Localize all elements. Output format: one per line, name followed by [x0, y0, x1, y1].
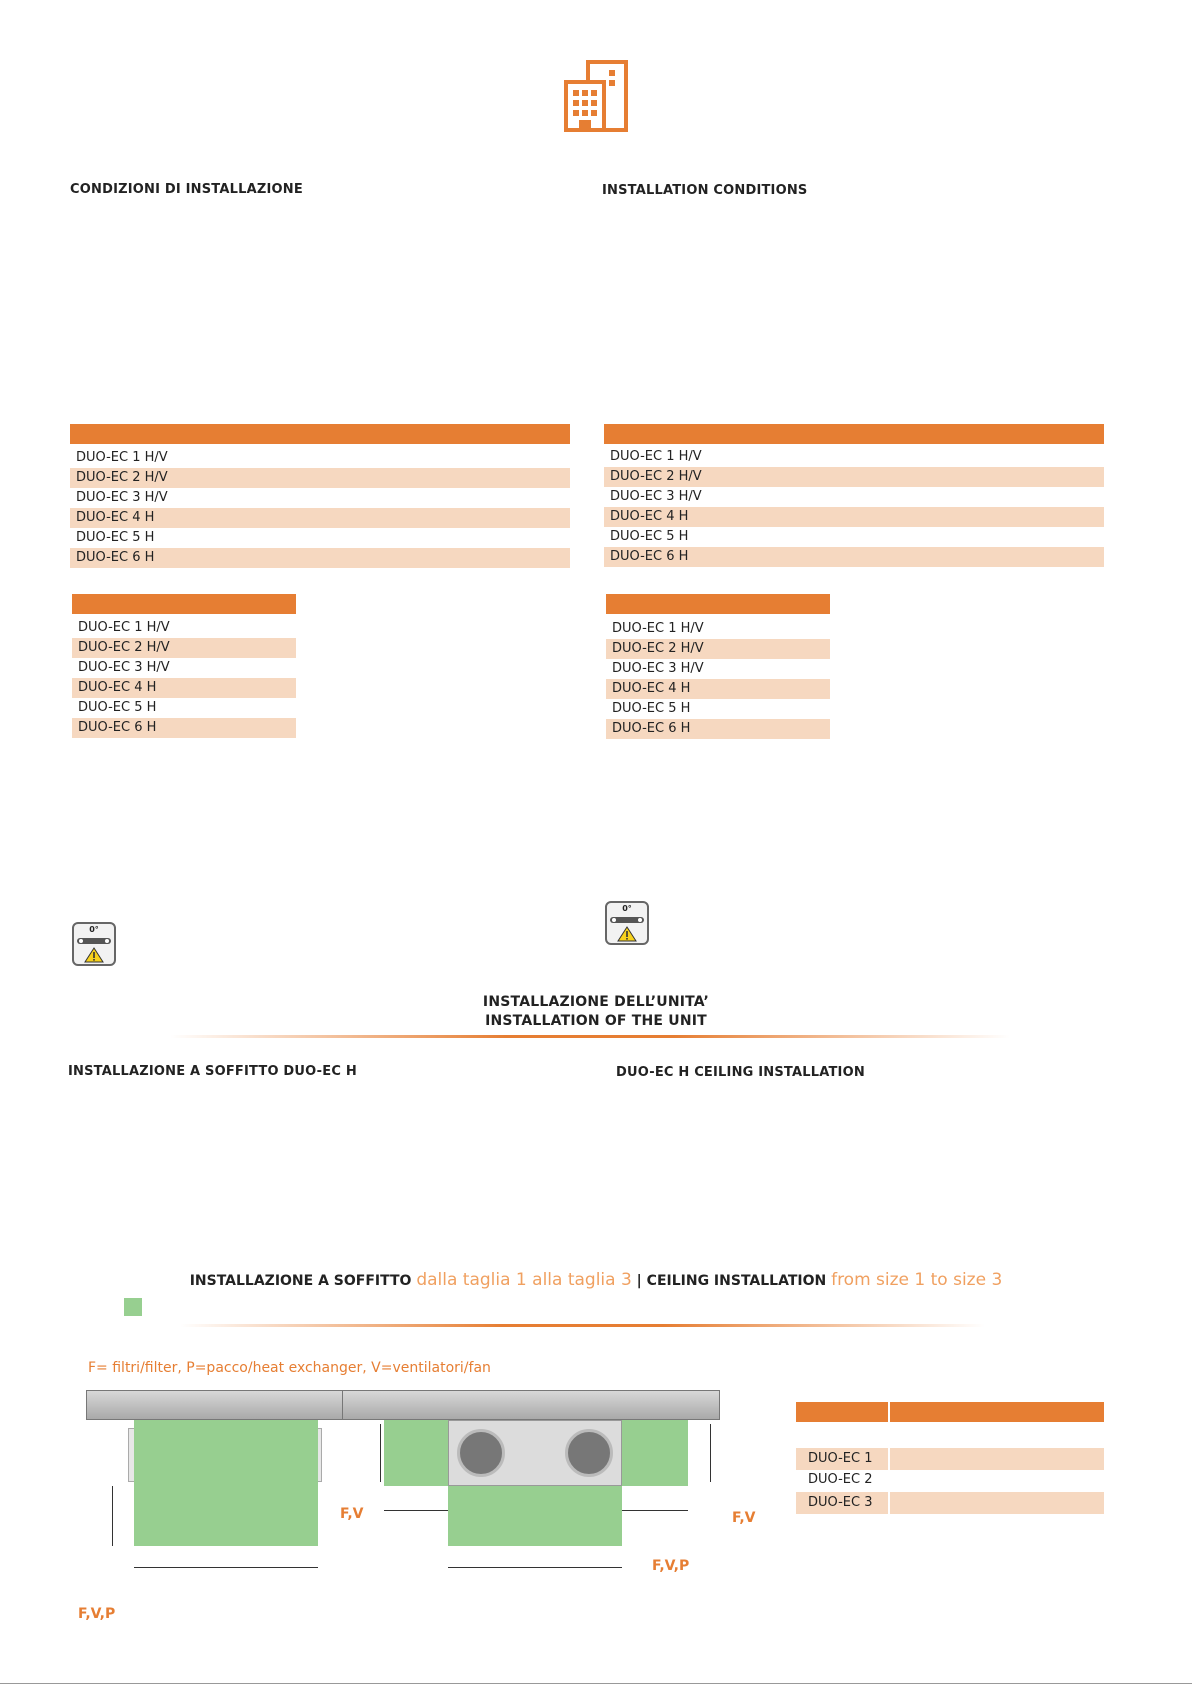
center-right-clearance [622, 1420, 688, 1486]
table-row: DUO-EC 2 H/V [604, 467, 1104, 487]
left-vertical-dim [112, 1486, 113, 1546]
table-row [796, 1426, 1104, 1448]
right-table1 [604, 447, 1104, 567]
table-row: DUO-EC 4 H [72, 678, 296, 698]
right-table2 [606, 619, 830, 739]
left-table1 [70, 448, 570, 568]
left-table2 [72, 618, 296, 738]
center-clearance-below [448, 1486, 622, 1546]
table-cell: DUO-EC 1 [796, 1448, 888, 1470]
ceiling-title-it: INSTALLAZIONE A SOFFITTO [189, 1273, 417, 1289]
left-clearance-zone [134, 1420, 318, 1486]
table-row: DUO-EC 6 H [606, 719, 830, 739]
label-fvp-left: F,V,P [78, 1606, 116, 1622]
table-row: DUO-EC 3 H/V [78, 660, 170, 675]
fan-icon [565, 1429, 613, 1477]
level-icon [74, 934, 114, 966]
ceiling-divider [180, 1324, 985, 1327]
label-fvp-mid: F,V,P [652, 1558, 690, 1574]
legend-text: F= filtri/filter, P=pacco/heat exchanger, V=ventilatori/fan [88, 1360, 491, 1376]
size-table [796, 1426, 1104, 1514]
table-row: DUO-EC 2 H/V [70, 468, 570, 488]
table-row: DUO-EC 1 H/V [612, 621, 704, 636]
ceiling-title [0, 1270, 1192, 1290]
center-right-dim [622, 1510, 688, 1511]
level-icon [607, 913, 647, 945]
table-row: DUO-EC 3 H/V [610, 489, 702, 504]
center-left-dim [384, 1510, 448, 1511]
left-table1-header [70, 424, 570, 444]
ceiling-right-heading: DUO-EC H CEILING INSTALLATION [616, 1065, 865, 1080]
left-table2-header [72, 594, 296, 614]
angle-label: 0° [89, 925, 99, 934]
size-table-header-col1 [796, 1402, 888, 1422]
level-warning-right [605, 901, 649, 945]
label-fv-right: F,V [732, 1510, 756, 1526]
left-heading: CONDIZIONI DI INSTALLAZIONE [70, 182, 303, 197]
ceiling-title-separator: | [631, 1273, 647, 1289]
label-fv-mid: F,V [340, 1506, 364, 1522]
left-clearance-below [134, 1486, 318, 1546]
section-title-it: INSTALLAZIONE DELL’UNITA’ [482, 994, 710, 1010]
center-left-clearance [384, 1420, 448, 1486]
ceiling-left-heading: INSTALLAZIONE A SOFFITTO DUO-EC H [68, 1064, 357, 1079]
right-table1-header [604, 424, 1104, 444]
table-row: DUO-EC 3 H/V [612, 661, 704, 676]
center-vertical-dim [380, 1424, 381, 1482]
table-row: DUO-EC 4 H [604, 507, 1104, 527]
table-row: DUO-EC 5 H [78, 700, 157, 715]
table-row: DUO-EC 2 H/V [72, 638, 296, 658]
green-legend-swatch [124, 1298, 142, 1316]
fan-icon [457, 1429, 505, 1477]
level-warning-left [72, 922, 116, 966]
page-bottom-rule [0, 1683, 1192, 1684]
ceiling-slab-joint [342, 1390, 343, 1420]
right-table2-header [606, 594, 830, 614]
table-row: DUO-EC 4 H [606, 679, 830, 699]
table-row: DUO-EC 2 [808, 1472, 873, 1487]
right-vertical-dim [710, 1424, 711, 1482]
table-cell: DUO-EC 3 [796, 1492, 888, 1514]
ceiling-title-it-range: dalla taglia 1 alla taglia 3 [416, 1270, 632, 1290]
table-row: DUO-EC 5 H [76, 530, 155, 545]
table-row: DUO-EC 4 H [70, 508, 570, 528]
table-row: DUO-EC 6 H [70, 548, 570, 568]
table-row: DUO-EC 1 H/V [78, 620, 170, 635]
table-row: DUO-EC 5 H [610, 529, 689, 544]
ceiling-title-en-range: from size 1 to size 3 [831, 1270, 1003, 1290]
table-row: DUO-EC 1 H/V [610, 449, 702, 464]
table-row: DUO-EC 5 H [612, 701, 691, 716]
table-cell [890, 1492, 1104, 1514]
right-heading: INSTALLATION CONDITIONS [602, 183, 808, 198]
ceiling-slab [86, 1390, 720, 1420]
table-row [796, 1492, 1104, 1514]
table-row: DUO-EC 2 H/V [606, 639, 830, 659]
section-divider [170, 1035, 1010, 1038]
angle-label: 0° [622, 904, 632, 913]
building-icon [562, 58, 630, 134]
center-unit-body [448, 1420, 622, 1486]
table-row: DUO-EC 6 H [604, 547, 1104, 567]
left-horizontal-dim [134, 1567, 318, 1568]
table-row: DUO-EC 3 H/V [76, 490, 168, 505]
ceiling-title-en: CEILING INSTALLATION [646, 1273, 832, 1289]
center-horizontal-dim [448, 1567, 622, 1568]
table-row: DUO-EC 1 H/V [76, 450, 168, 465]
size-table-header-col2 [890, 1402, 1104, 1422]
section-title-en: INSTALLATION OF THE UNIT [485, 1013, 707, 1029]
table-row [796, 1448, 1104, 1470]
table-row: DUO-EC 6 H [72, 718, 296, 738]
table-cell [890, 1448, 1104, 1470]
